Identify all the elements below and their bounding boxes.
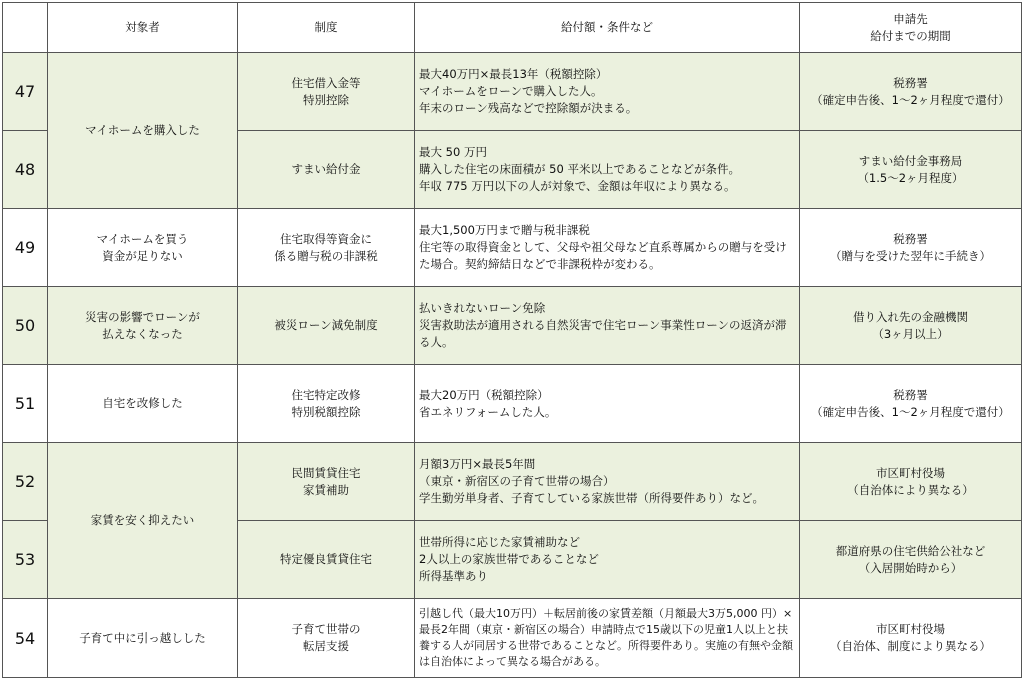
table-row xyxy=(3,365,1022,443)
row-number: 49 xyxy=(3,209,48,287)
condition-line: 世帯所得に応じた家賃補助など xyxy=(419,535,580,549)
row-number: 53 xyxy=(3,521,48,599)
condition-line: 最大20万円（税額控除） xyxy=(419,387,549,402)
system-line: 住宅借入金等 xyxy=(291,75,361,90)
target-label: 災害の影響でローンが xyxy=(85,309,200,324)
table-row xyxy=(3,53,1022,131)
table-row xyxy=(3,209,1022,287)
header-target: 対象者 xyxy=(48,3,238,53)
system-line: 被災ローン減免制度 xyxy=(274,318,378,332)
office-line: 借り入れ先の金融機関 xyxy=(853,309,968,324)
header-conditions: 給付額・条件など xyxy=(415,3,800,53)
system-cell xyxy=(238,131,415,209)
condition-line: （東京・新宿区の子育て世帯の場合） xyxy=(419,474,615,488)
target-label: 子育て中に引っ越しした xyxy=(79,630,206,645)
office-line: （入居開始時から） xyxy=(858,560,963,575)
target-label: 資金が足りない xyxy=(102,248,183,263)
office-line: （確定申告後、1～2ヶ月程度で還付） xyxy=(811,404,1010,419)
office-line: （確定申告後、1～2ヶ月程度で還付） xyxy=(811,92,1010,107)
target-label: 払えなくなった xyxy=(102,326,183,341)
row-number: 48 xyxy=(3,131,48,209)
office-line: すまい給付金事務局 xyxy=(858,153,963,168)
office-cell xyxy=(800,53,1022,131)
system-cell xyxy=(238,209,415,287)
condition-line: 払いきれないローン免除 xyxy=(419,301,546,315)
target-label: マイホームを購入した xyxy=(85,123,200,137)
table-row xyxy=(3,599,1022,678)
condition-line: 所得基準あり xyxy=(419,569,488,583)
system-line: 係る贈与税の非課税 xyxy=(274,248,378,263)
condition-line: 災害救助法が適用される自然災害で住宅ローン事業性ローンの返済が滞る人。 xyxy=(419,318,787,349)
system-line: 住宅取得等資金に xyxy=(280,231,372,246)
row-number: 54 xyxy=(3,599,48,678)
office-cell xyxy=(800,209,1022,287)
system-line: 特別控除 xyxy=(303,92,349,107)
condition-line: 年収 775 万円以下の人が対象で、金額は年収により異なる。 xyxy=(419,179,736,193)
office-cell xyxy=(800,599,1022,678)
condition-line: 引越し代（最大10万円）＋転居前後の家賃差額（月額最大3万5,000 円）×最長2年間（東京・新宿区の場合）申請時点で15歳以下の児童1人以上と扶養する人が同居する世帯であることなど。所得要件あり。実施の有無や金額は自治体によって異なる場合がある。 xyxy=(419,607,793,668)
conditions-cell xyxy=(415,521,800,599)
office-cell xyxy=(800,287,1022,365)
office-line: 税務署 xyxy=(893,387,928,402)
conditions-cell xyxy=(415,287,800,365)
target-cell xyxy=(48,599,238,678)
target-cell xyxy=(48,287,238,365)
condition-line: 学生勤労単身者、子育てしている家族世帯（所得要件あり）など。 xyxy=(419,491,764,505)
header-office xyxy=(800,3,1022,53)
table-row xyxy=(3,443,1022,521)
row-number: 52 xyxy=(3,443,48,521)
office-line: （贈与を受けた翌年に手続き） xyxy=(830,248,991,263)
target-cell xyxy=(48,209,238,287)
conditions-cell xyxy=(415,443,800,521)
system-line: 特定優良賃貸住宅 xyxy=(280,552,372,566)
header-office-line2: 給付までの期間 xyxy=(870,28,951,43)
system-cell xyxy=(238,521,415,599)
header-office-line1: 申請先 xyxy=(893,11,928,26)
office-line: 税務署 xyxy=(893,231,928,246)
condition-line: 最大40万円×最長13年（税額控除） xyxy=(419,67,608,81)
condition-line: 月額3万円×最長5年間 xyxy=(419,457,536,471)
table-row xyxy=(3,287,1022,365)
system-line: すまい給付金 xyxy=(291,162,361,176)
condition-line: 購入した住宅の床面積が 50 平米以上であることなどが条件。 xyxy=(419,162,740,176)
benefits-table xyxy=(2,2,1022,678)
condition-line: マイホームをローンで購入した人。 xyxy=(419,84,603,98)
office-line: 市区町村役場 xyxy=(876,465,945,480)
header-row xyxy=(3,3,1022,53)
office-line: （自治体、制度により異なる） xyxy=(830,639,991,653)
row-number: 50 xyxy=(3,287,48,365)
office-line: 都道府県の住宅供給公社など xyxy=(835,543,986,558)
row-number: 51 xyxy=(3,365,48,443)
system-cell xyxy=(238,599,415,678)
header-no xyxy=(3,3,48,53)
office-cell xyxy=(800,443,1022,521)
system-line: 家賃補助 xyxy=(303,482,349,497)
system-line: 転居支援 xyxy=(303,639,349,653)
office-cell xyxy=(800,365,1022,443)
condition-line: 最大 50 万円 xyxy=(419,145,487,159)
conditions-cell xyxy=(415,365,800,443)
target-label: 家賃を安く抑えたい xyxy=(90,513,195,527)
office-cell xyxy=(800,521,1022,599)
condition-line: 省エネリフォームした人。 xyxy=(419,404,557,419)
row-number: 47 xyxy=(3,53,48,131)
office-cell xyxy=(800,131,1022,209)
system-cell xyxy=(238,287,415,365)
target-cell xyxy=(48,53,238,209)
condition-line: 住宅等の取得資金として、父母や祖父母など直系尊属からの贈与を受けた場合。契約締結日などで非課税枠が変わる。 xyxy=(419,240,787,271)
system-cell xyxy=(238,443,415,521)
target-label: マイホームを買う xyxy=(96,231,189,246)
target-label: 自宅を改修した xyxy=(102,396,183,410)
conditions-cell xyxy=(415,209,800,287)
header-system: 制度 xyxy=(238,3,415,53)
target-cell xyxy=(48,443,238,599)
system-line: 民間賃貸住宅 xyxy=(291,465,361,480)
condition-line: 最大1,500万円まで贈与税非課税 xyxy=(419,223,590,237)
system-line: 特別税額控除 xyxy=(291,404,361,419)
system-cell xyxy=(238,53,415,131)
condition-line: 2人以上の家族世帯であることなど xyxy=(419,552,599,566)
office-line: 税務署 xyxy=(893,75,928,90)
conditions-cell xyxy=(415,131,800,209)
conditions-cell xyxy=(415,599,800,678)
condition-line: 年末のローン残高などで控除額が決まる。 xyxy=(419,101,638,115)
office-line: 市区町村役場 xyxy=(876,622,945,636)
conditions-cell xyxy=(415,53,800,131)
system-cell xyxy=(238,365,415,443)
office-line: （3ヶ月以上） xyxy=(872,326,949,341)
target-cell xyxy=(48,365,238,443)
office-line: （1.5～2ヶ月程度） xyxy=(857,170,964,185)
office-line: （自治体により異なる） xyxy=(847,482,974,497)
system-line: 住宅特定改修 xyxy=(291,387,361,402)
system-line: 子育て世帯の xyxy=(291,622,361,636)
